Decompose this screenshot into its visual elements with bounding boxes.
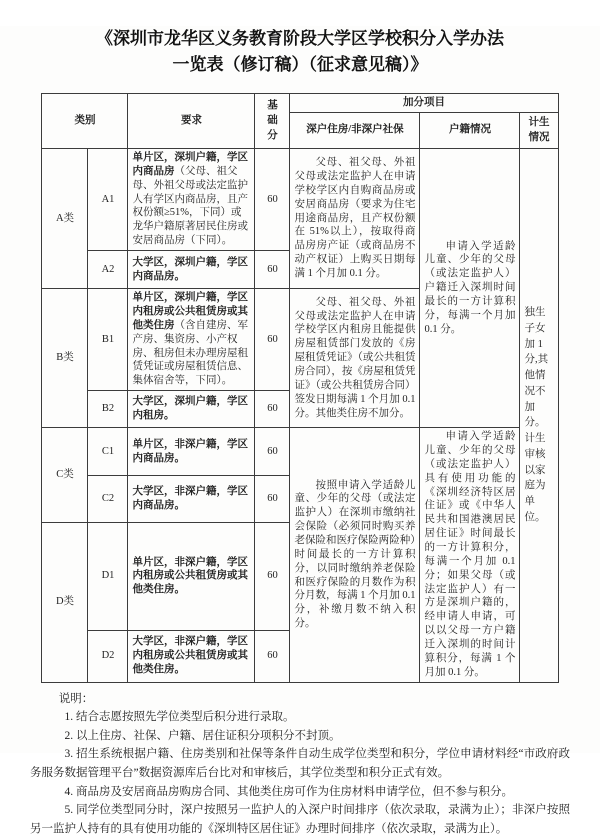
bonus-housing-a-text: 父母、祖父母、外祖父母或法定监护人在申请学校学区内自购商品房或安居商品房（要求为住宅用途商品房，且产权份额在 51%以上），按取得商品房房产证（或商品房不动产权证）上购买日期每满 1 个月加 0.1 分。 xyxy=(294,157,416,280)
base-score-b2: 60 xyxy=(255,391,290,428)
code-b1: B1 xyxy=(88,289,128,391)
category-group-d: D类 xyxy=(42,523,88,682)
category-group-b: B类 xyxy=(42,289,88,428)
table-row-a1 xyxy=(42,149,558,251)
requirement-c1 xyxy=(128,428,255,476)
col-header-family-planning xyxy=(520,112,558,149)
bonus-housing-b-text: 父母、祖父母、外祖父母或法定监护人在申请学校学区内租房且能提供房屋租赁部门发放的《房屋租赁凭证》（或公共租赁房合同），按《房屋租赁凭证》（或公共租赁房合同）签发日期每满 1 个月加 0.1 分。其他类住房不加分。 xyxy=(294,296,416,419)
note-item-3: 3. 招生系统根据户籍、住房类别和社保等条件自动生成学位类型和积分，学位申请材料经“市政府政务服务数据管理平台”数据资源库后台比对和审核后，其学位类型和积分正式有效。 xyxy=(30,748,570,780)
requirement-b1-lead: 单片区，深圳户籍，学区内租房或公共租赁房或其他类住房 xyxy=(132,292,248,331)
code-d1: D1 xyxy=(88,523,128,630)
table-body xyxy=(42,149,558,683)
requirement-b2-lead: 大学区，深圳户籍，学区内租房。 xyxy=(132,396,248,422)
requirement-a2-lead: 大学区，深圳户籍，学区内商品房。 xyxy=(132,256,248,282)
code-d2: D2 xyxy=(88,630,128,682)
bonus-housing-a xyxy=(290,149,420,289)
category-group-c: C类 xyxy=(42,428,88,523)
bonus-housing-cd xyxy=(290,428,420,682)
bonus-housing-cd-text: 按照申请入学适龄儿童、少年的父母（或法定监护人）在深圳市缴纳社会保险（必须同时购买养老保险和医疗保险两险种）时间最长的一方计算积分，以同时缴纳养老保险和医疗保险的月数作为积分月数，每满 1 个月加 0.1 分，补缴月数不纳入积分。 xyxy=(294,479,416,630)
requirement-d1 xyxy=(128,523,255,630)
notes-section xyxy=(30,690,570,839)
base-score-d2: 60 xyxy=(255,630,290,682)
family-planning-label: 计生情况 xyxy=(528,116,550,144)
bonus-hukou-cd xyxy=(420,428,520,682)
code-b2: B2 xyxy=(88,391,128,428)
admission-points-table xyxy=(41,93,558,683)
requirement-a1-lead: 单片区，深圳户籍，学区内商品房 xyxy=(132,152,248,177)
header-row-1 xyxy=(42,93,558,112)
code-c2: C2 xyxy=(88,476,128,523)
code-a2: A2 xyxy=(88,251,128,289)
requirement-a1 xyxy=(128,149,255,251)
base-score-label: 基础分 xyxy=(267,100,278,142)
table-header xyxy=(42,93,558,148)
base-score-b1: 60 xyxy=(255,289,290,391)
requirement-d1-lead: 单片区，非深户籍，学区内租房或公共租赁房或其他类住房。 xyxy=(132,556,248,596)
note-item-1: 1. 结合志愿按照先学位类型后积分进行录取。 xyxy=(64,711,295,724)
category-group-a: A类 xyxy=(42,149,88,289)
base-score-d1: 60 xyxy=(255,523,290,630)
col-header-bonus-housing: 深户住房/非深户社保 xyxy=(290,112,420,149)
col-header-bonus-hukou: 户籍情况 xyxy=(420,112,520,149)
requirement-b1-rest: （含自建房、军产房、集资房、小产权房、租房但未办理房屋租赁凭证或房屋租赁信息、集体宿舍等，下同）。 xyxy=(132,319,248,387)
note-item-5: 5. 同学位类型同分时，深户按照另一监护人的入深户时间排序（依次录取，录满为止）；非深户按照另一监护人持有的具有使用功能的《深圳特区居住证》办理时间排序（依次录取，录满为止）。 xyxy=(30,804,570,835)
col-header-base-score xyxy=(255,93,290,148)
col-header-category: 类别 xyxy=(42,93,128,148)
base-score-a2: 60 xyxy=(255,251,290,289)
base-score-c2: 60 xyxy=(255,476,290,523)
document-page xyxy=(0,26,600,835)
requirement-d2 xyxy=(128,630,255,682)
code-a1: A1 xyxy=(88,149,128,251)
requirement-c2 xyxy=(128,476,255,523)
base-score-a1: 60 xyxy=(255,149,290,251)
table-row-c1 xyxy=(42,428,558,476)
bonus-hukou-cd-text: 申请入学适龄儿童、少年的父母（或法定监护人）具有使用功能的《深圳经济特区居住证》或《中华人民共和国港澳居民居住证》时间最长的一方计算积分，每满一个月加 0.1 分；如果父母（或法定监护人）有一方是深圳户籍的，经申请人申请，可以以父母一方户籍迁入深圳的时间计算积分，每满 1 个月加 0.1 分。 xyxy=(424,431,516,678)
requirement-c2-lead: 大学区，非深户籍，学区内商品房。 xyxy=(132,486,248,512)
page-title: 《深圳市龙华区义务教育阶段大学区学校积分入学办法一览表（修订稿）（征求意见稿）》 xyxy=(96,29,504,75)
requirement-b2 xyxy=(128,391,255,428)
family-planning-cell xyxy=(520,149,558,683)
family-planning-note: 独生子女加 1 分,其他情况不加分。计生审核以家庭为单位。 xyxy=(524,307,549,523)
requirement-a1-rest: （父母、祖父母、外祖父母或法定监护人有学区内商品房，且产权份额≥51%，下同）或龙华户籍原著居民住房或安居商品房（下同）。 xyxy=(132,165,248,247)
requirement-a2 xyxy=(128,251,255,289)
notes-label: 说明： xyxy=(58,692,94,705)
col-header-requirement: 要求 xyxy=(128,93,255,148)
requirement-b1 xyxy=(128,289,255,391)
base-score-c1: 60 xyxy=(255,428,290,476)
col-header-bonus-items: 加分项目 xyxy=(290,93,558,112)
note-item-4: 4. 商品房及安居商品房购房合同、其他类住房可作为住房材料申请学位，但不参与积分。 xyxy=(64,785,513,798)
requirement-d2-lead: 大学区，非深户籍，学区内租房或公共租赁房或其他类住房。 xyxy=(132,636,248,675)
note-item-2: 2. 以上住房、社保、户籍、居住证积分项积分不封顶。 xyxy=(64,729,341,742)
bonus-housing-b xyxy=(290,289,420,428)
bonus-hukou-ab xyxy=(420,149,520,428)
bonus-hukou-ab-text: 申请入学适龄儿童、少年的父母（或法定监护人）户籍迁入深圳时间最长的一方计算积分，每满一个月加 0.1 分。 xyxy=(424,240,516,335)
code-c1: C1 xyxy=(88,428,128,476)
requirement-c1-lead: 单片区，非深户籍，学区内商品房。 xyxy=(132,438,248,464)
